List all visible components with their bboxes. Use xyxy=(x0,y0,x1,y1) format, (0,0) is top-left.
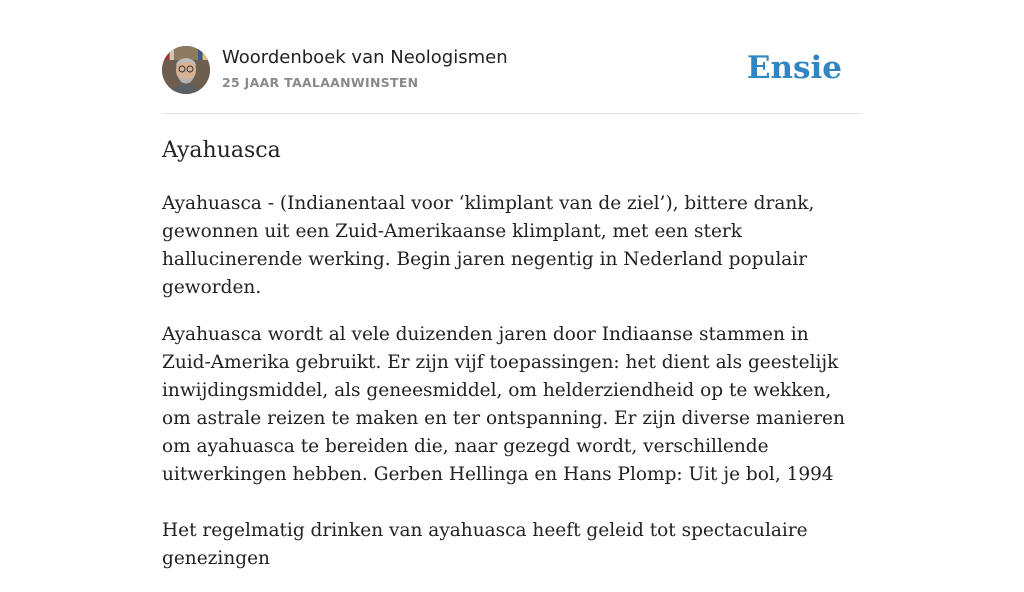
article-paragraph: Ayahuasca - (Indianentaal voor ‘klimplant van de ziel’), bittere drank, gewonnen uit een Zuid-Amerikaanse klimplant, met een sterk hallucinerende werking. Begin jaren negentig in Nederland populair geworden. xyxy=(162,193,815,298)
article-title: Ayahuasca xyxy=(162,138,281,163)
article-paragraph: Ayahuasca wordt al vele duizenden jaren door Indiaanse stammen in Zuid-Amerika gebruikt. Er zijn vijf toepassingen: het dient als geestelijk inwijdingsmiddel, als geneesmiddel, om helderziendheid op te wekken, om astrale reizen te maken en ter ontspanning. Er zijn diverse manieren om ayahuasca te bereiden die, naar gezegd wordt, verschillende uitwerkingen hebben. Gerben Hellinga en Hans Plomp: Uit je bol, 1994 xyxy=(162,324,845,485)
header-divider xyxy=(162,113,862,114)
author-subtitle: 25 JAAR TAALAANWINSTEN xyxy=(222,75,419,90)
author-avatar[interactable] xyxy=(162,46,210,94)
author-name[interactable]: Woordenboek van Neologismen xyxy=(222,47,508,68)
brand-logo[interactable]: Ensie xyxy=(746,50,842,86)
article-body xyxy=(162,190,862,592)
article-paragraph: Het regelmatig drinken van ayahuasca heeft geleid tot spectaculaire genezingen xyxy=(162,520,808,569)
site-header xyxy=(162,46,862,96)
